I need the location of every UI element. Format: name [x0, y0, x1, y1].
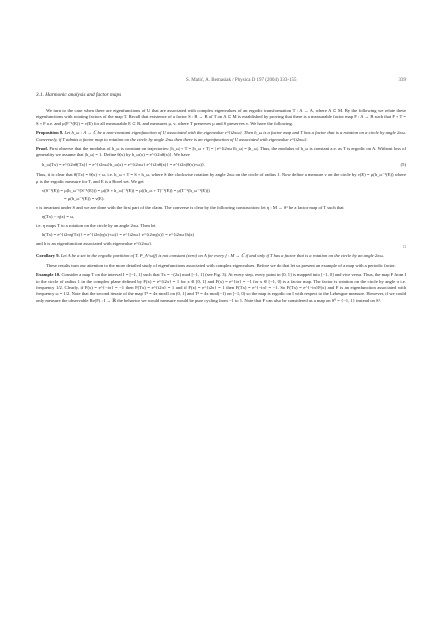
corollary-text: Let A be a set in the ergodic partition of T. P_A^ω(f) is not constant (zero) on A for every f : M → ℂ if and only if T has a factor that is a rotation on the circle by an angle 2πω.	[60, 253, 384, 259]
equation-5	[36, 162, 406, 168]
equation-5-body: h_ω(Tx) = e^{i2πθ(Tx)} = e^{i2πω}h_ω(x) = e^{i2πω} e^{i2πθ(x)} = e^{i2π(θ(x)+ω)}.	[42, 161, 206, 167]
factor-map-equation: η(Tx) − η(x) = ω,	[42, 214, 75, 220]
proof-text: First observe that the modulus of h_ω is constant on trajectories: |h_ω| ∘ T = |h_ω ∘ T| = | e^{i2πω}h_ω| = |h_ω|. Thus, the modulus of h_ω is constant a.e. as T is ergodic on A. Without loss of generality we assume that |h_ω| = 1. Define θ(x) by h_ω(x) = e^{i2πθ(x)}. We have	[36, 146, 406, 158]
proof-label: Proof.	[36, 146, 49, 152]
proof	[36, 146, 406, 159]
body-text	[36, 108, 406, 307]
example-text: Consider a map T on the interval I = [−1, 1] such that Tx = −(2x) mod [−1, 1] (see Fig. 3). At every step, every point in [0, 1] is mapped into [−1, 0] and vice versa. Thus, the map F from I to the circle of radius 1 in the complex plane defined by F(x) = e^{i2π} = 1 for x ∈ [0, 1] and F(x) = e^{iπ} = −1 for x ∈ [−1, 0) is a factor map. The factor is rotation on the circle by angle π i.e. frequency 1/2. Clearly, if F(x) = e^{−iπ} = −1 then F(Tx) = e^{i2π} = 1 and if F(x) = e^{i2π} = 1 then F(Tx) = e^{−iπ} = −1. So F(Tx) = e^{−iπ}F(x) and F is an eigenfunction associated with frequency ω = 1/2. Note that the second iterate of the map T² = 4x mod1 on (0, 1] and T² = 4x mod(−1) on [−1, 0) so the map is ergodic on I with respect to the Lebesgue measure. However, if we could only measure the observable Re(F) : I → ℝ the behavior we would measure would be pure cycling from −1 to 1. Note that F can also be considered as a map on S⁰ = {−1, 1} instead on S¹.	[36, 272, 406, 303]
equation-5-number: (5)	[400, 161, 406, 167]
proof-continued-2: ν is invariant under S and we are done with the first part of the claim. The converse is clear by the following construction: let η : M → S¹ be a factor map of T such that	[36, 204, 344, 210]
qed-symbol: □	[403, 243, 406, 249]
eigenfunction-equation: h(Tx) = e^{i2πη(Tx)} = e^{i2π(η(x)+ω)} = e^{i2πω} e^{i2πη(x)} = e^{i2πω}h(x)	[42, 232, 195, 238]
corollary-label: Corollary 9.	[36, 253, 60, 259]
proposition	[36, 130, 406, 143]
page-number: 339	[398, 78, 406, 83]
proposition-text: Let h_ω : A → ℂ be a non-constant eigenfunction of U associated with the eigenvalue e^{i2πω}. Then h_ω is a factor map and T has a factor that is a rotation on a circle by angle 2πω. Conversely, if T admits a factor map to rotation on the circle by angle 2πω then there is an eigenfunction of U associated with eigenvalue e^{i2πω}.	[36, 130, 406, 142]
transition-paragraph: These results turn our attention to the more detailed study of eigenfunctions associated with complex eigenvalues. Before we do that let us present an example of a map with a periodic factor.	[46, 262, 396, 268]
journal-citation: S. Matić, A. Bemasiak / Physica D 197 (2004) 333-155	[186, 78, 297, 83]
measure-equation-line-1: ν(S⁻¹(E)) = μ(h_ω⁻¹(S⁻¹(E))) = μ((S ∘ h_ω)⁻¹(E)) = μ((h_ω ∘ T)⁻¹(E)) = μ(T⁻¹(h_ω⁻¹(E)))	[42, 188, 210, 194]
proof-continued-3: i.e. η maps T to a rotation on the circle by an angle 2πω. Then let	[36, 222, 156, 228]
corollary	[36, 253, 406, 259]
example-label: Example 10.	[36, 272, 61, 278]
paper-page	[36, 0, 406, 622]
measure-equation-line-2: = μ(h_ω⁻¹(E)) = ν(E).	[64, 196, 105, 202]
section-title: 3.1. Harmonic analysis and factor maps	[36, 92, 122, 98]
proposition-label: Proposition 8.	[36, 130, 64, 136]
proof-continued-4: and h is an eigenfunction associated with eigenvalue e^{i2πω}.	[36, 240, 153, 246]
example	[36, 272, 406, 304]
intro-paragraph: We turn to the case when there are eigenfunctions of U that are associated with complex eigenvalues of an ergodic transformation T : A → A, where A ⊂ M. By the following we relate these eigenfunctions with rotating factors of the map T. Recall that existence of a factor S : B → B of T on A ⊂ M is established by proving that there is a measurable factor map F : A → B such that F ∘ T = S ∘ F a.e. and μ(F⁻¹(E)) = ν(E) for all measurable E ⊂ B, and measures μ, ν, where T preserves μ and S preserves ν. We have the following.	[36, 108, 406, 126]
proof-continued: Thus, it is clear that θ(Tx) = θ(x) + ω, i.e. h_ω ∘ T = S ∘ h_ω, where S the clockwise rotation by angle 2πω on the circle of radius 1. Now define a measure ν on the circle by ν(E) = μ(h_ω⁻¹(E)) where μ is the ergodic measure for T, and E is a Borel set. We get	[36, 172, 406, 184]
